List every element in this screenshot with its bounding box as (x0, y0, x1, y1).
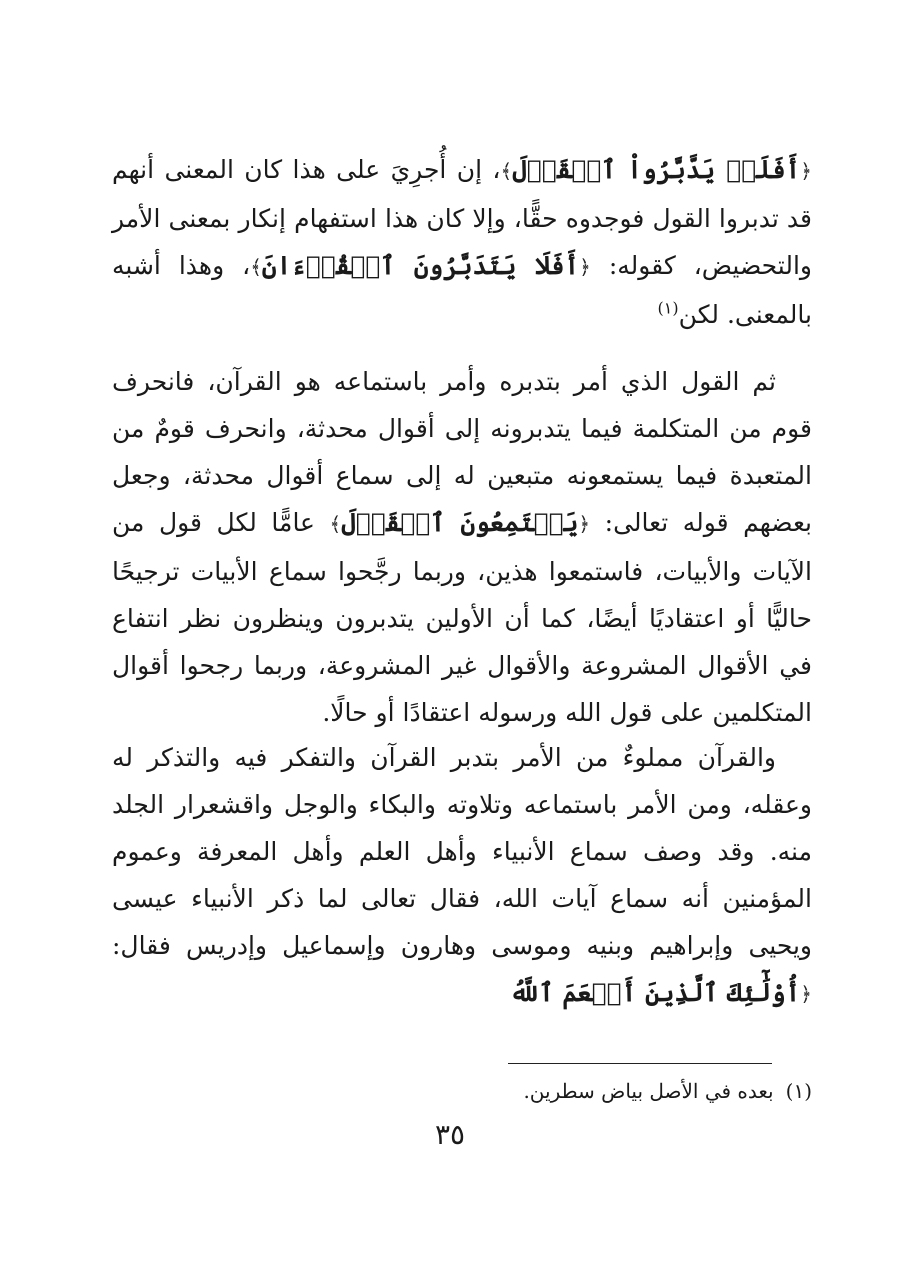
quran-open-brace: ﴿ (800, 982, 812, 1006)
quran-verse: أَفَلَا يَتَدَبَّرُونَ ٱلۡقُرۡءَانَ (261, 251, 580, 280)
footnote-number: (١) (785, 1079, 812, 1103)
quran-close-brace: ﴾ (500, 159, 513, 183)
page-number: ٣٥ (434, 1118, 466, 1151)
quran-close-brace: ﴾ (329, 512, 342, 536)
quran-open-brace: ﴿ (579, 255, 591, 279)
footnote (300, 1076, 812, 1106)
footnote-divider (508, 1063, 772, 1064)
paragraph-text: ، إن أُجرِيَ على هذا كان المعنى أنهم قد تدبروا القول فوجدوه حقًّا، وإلا كان هذا استفهام إنكار بمعنى الأمر والتحضيض، كقوله: (112, 155, 812, 280)
paragraph-text: ثم القول الذي أمر بتدبره وأمر باستماعه هو القرآن، فانحرف قوم من المتكلمة فيما يتدبرونه إلى أقوال محدثة، وانحرف قومٌ من المتعبدة فيما يستمعونه متبعين له إلى سماع أقوال محدثة، وجعل بعضهم قوله تعالى: (112, 367, 812, 537)
paragraph-text: والقرآن مملوءٌ من الأمر بتدبر القرآن والتفكر فيه والتذكر له وعقله، ومن الأمر باستماعه وتلاوته والبكاء والوجل واقشعرار الجلد منه. وقد وصف سماع الأنبياء وأهل العلم وأهل المعرفة وعموم المؤمنين أنه سماع آيات الله، فقال تعالى لما ذكر الأنبياء عيسى ويحيى وإبراهيم وبنيه وموسى وهارون وإسماعيل وإدريس فقال: (112, 743, 812, 960)
paragraph-2 (112, 358, 812, 736)
footnote-text: بعده في الأصل بياض سطرين. (523, 1079, 774, 1103)
quran-verse: أُوْلَٰٓئِكَ ٱلَّذِينَ أَنۡعَمَ ٱللَّهُ (509, 978, 801, 1007)
paragraph-3 (112, 734, 812, 1018)
quran-open-brace: ﴿ (800, 159, 813, 183)
quran-verse: أَفَلَمۡ يَدَّبَّرُواْ ٱلۡقَوۡلَ (512, 155, 801, 184)
footnote-reference: (١) (657, 298, 679, 318)
quran-verse: يَسۡتَمِعُونَ ٱلۡقَوۡلَ (341, 508, 579, 537)
quran-open-brace: ﴿ (578, 512, 591, 536)
paragraph-1 (112, 146, 812, 338)
paragraph-text: عامًّا لكل قول من الآيات والأبيات، فاستمعوا هذين، وربما رجَّحوا سماع الأبيات ترجيحًا حاليًّا أو اعتقاديًا أيضًا، كما أن الأولين يتدبرون وينظرون نظر انتفاع في الأقوال المشروعة والأقوال غير المشروعة، وربما رجحوا أقوال المتكلمين على قول الله ورسوله اعتقادًا أو حالًا. (112, 508, 812, 727)
quran-close-brace: ﴾ (250, 255, 262, 279)
paragraph-1-text (112, 146, 812, 338)
paragraph-3-text (112, 734, 812, 1018)
paragraph-2-text (112, 358, 812, 736)
paragraph-text: ، وهذا أشبه بالمعنى. لكن (112, 251, 812, 329)
